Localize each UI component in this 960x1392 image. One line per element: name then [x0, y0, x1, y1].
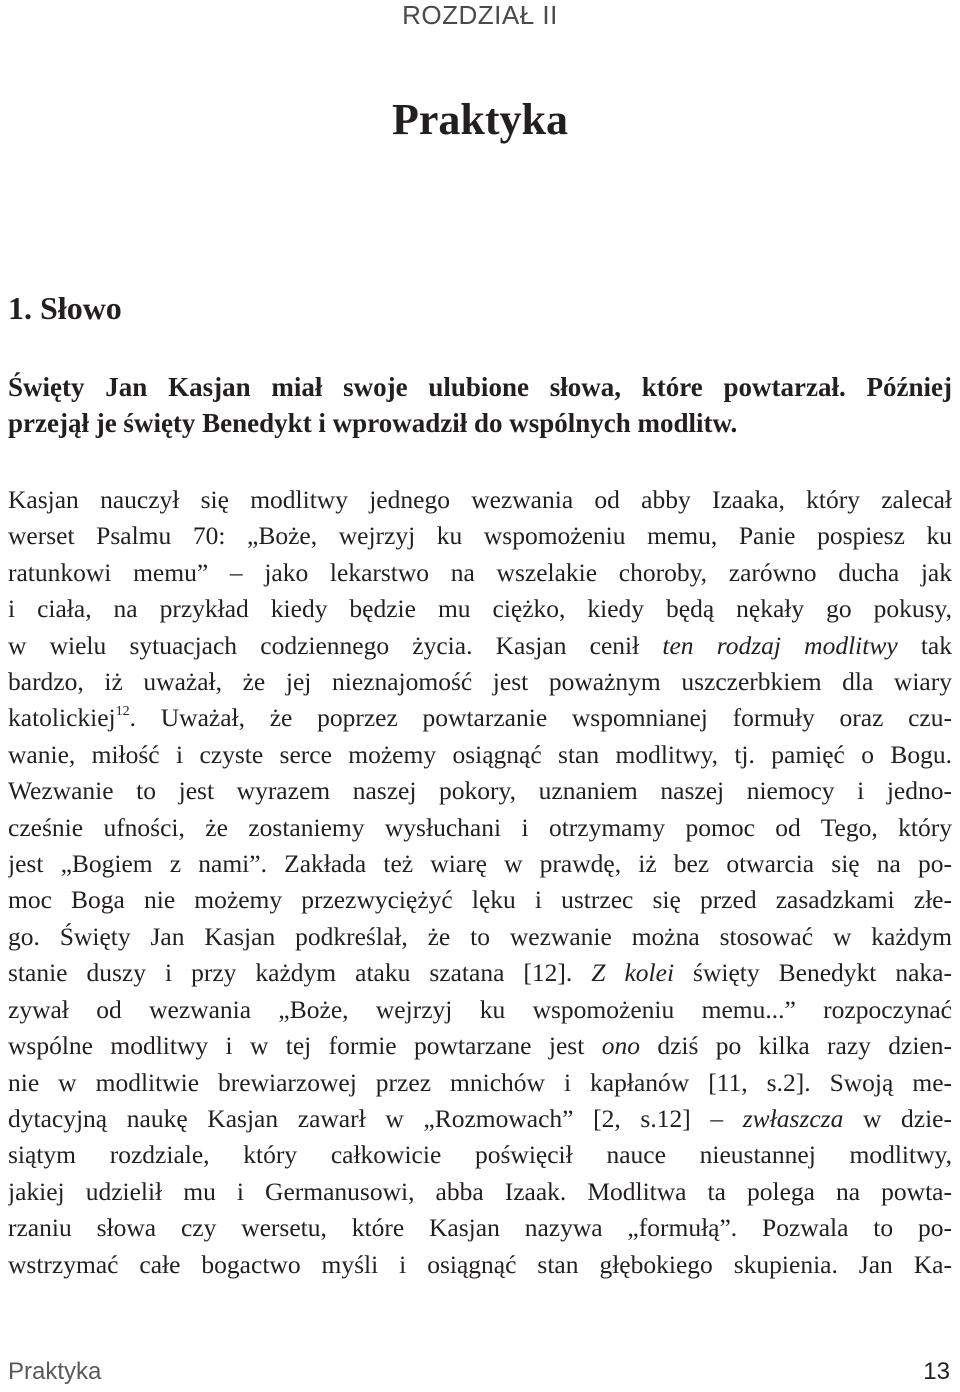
text-run: w dzie- [843, 1103, 952, 1133]
body-line: siątym rozdziale, który całkowicie poświęcił nauce nieustannej modlitwy, [8, 1140, 952, 1170]
emphasis-phrase: zwłaszcza [742, 1103, 844, 1133]
section-heading: 1. Słowo [8, 290, 122, 326]
body-line [8, 628, 952, 664]
text-run: dziś po kilka razy dzien- [639, 1031, 952, 1061]
text-run: dytacyjną naukę Kasjan zawarł w „Rozmowach” [2, s.12] – [8, 1103, 743, 1133]
emphasis-phrase: ten rodzaj modlitwy [662, 630, 898, 660]
text-run: tak [897, 630, 952, 660]
footnote-reference[interactable]: 12 [115, 704, 130, 720]
body-line: cześnie ufności, że zostaniemy wysłuchani i otrzymamy pomoc od Tego, który [8, 812, 952, 842]
body-line [8, 1028, 952, 1064]
page-number: 13 [923, 1358, 950, 1385]
body-paragraph [8, 482, 952, 1283]
text-run: w wielu sytuacjach codziennego życia. Kasjan cenił [8, 630, 663, 660]
body-line: Kasjan nauczył się modlitwy jednego wezwania od abby Izaaka, który zalecał [8, 485, 952, 514]
emphasis-phrase: Z kolei [591, 958, 675, 988]
lead-line: przejął je święty Benedykt i wprowadził do wspólnych modlitw. [8, 408, 738, 438]
body-line: bardzo, iż uważał, że jej nieznajomość jest poważnym uszczerbkiem dla wiary [8, 667, 952, 697]
body-line: moc Boga nie możemy przezwyciężyć lęku i ustrzec się przed zasadzkami złe- [8, 885, 952, 915]
body-line: go. Święty Jan Kasjan podkreślał, że to wezwanie można stosować w każdym [8, 921, 952, 951]
chapter-title: Praktyka [392, 95, 568, 144]
text-run: stanie duszy i przy każdym ataku szatana [12]. [8, 958, 592, 988]
body-line: zywał od wezwania „Boże, wejrzyj ku wspomożeniu memu...” rozpoczynać [8, 994, 952, 1024]
text-run: wspólne modlitwy i w tej formie powtarzane jest [8, 1031, 602, 1061]
lead-line: Święty Jan Kasjan miał swoje ulubione słowa, które powtarzał. Później [8, 372, 952, 402]
body-line [8, 700, 952, 736]
body-line [8, 955, 952, 991]
body-line [8, 1101, 952, 1137]
text-run: . Uważał, że poprzez powtarzanie wspomnianej formuły oraz czu- [129, 703, 952, 733]
body-line: werset Psalmu 70: „Boże, wejrzyj ku wspomożeniu memu, Panie pospiesz ku [8, 521, 952, 551]
body-line: ratunkowi memu” – jako lekarstwo na wszelakie choroby, zarówno ducha jak [8, 557, 952, 587]
body-line: jest „Bogiem z nami”. Zakłada też wiarę w prawdę, iż bez otwarcia się na po- [8, 849, 952, 879]
chapter-label: ROZDZIAŁ II [402, 0, 558, 30]
emphasis-phrase: ono [601, 1031, 640, 1061]
body-line: i ciała, na przykład kiedy będzie mu ciężko, kiedy będą nękały go pokusy, [8, 594, 952, 624]
body-line: Wezwanie to jest wyrazem naszej pokory, uznaniem naszej niemocy i jedno- [8, 776, 952, 806]
text-run: katolickiej [8, 703, 116, 733]
body-line: jakiej udzielił mu i Germanusowi, abba Izaak. Modlitwa ta polega na powta- [8, 1176, 952, 1206]
body-line: nie w modlitwie brewiarzowej przez mnichów i kapłanów [11, s.2]. Swoją me- [8, 1067, 952, 1097]
body-line: wstrzymać całe bogactwo myśli i osiągnąć stan głębokiego skupienia. Jan Ka- [8, 1249, 952, 1279]
text-run: święty Benedykt naka- [674, 958, 952, 988]
body-line: wanie, miłość i czyste serce możemy osiągnąć stan modlitwy, tj. pamięć o Bogu. [8, 739, 952, 769]
running-footer-title: Praktyka [8, 1358, 102, 1385]
lead-paragraph [8, 369, 952, 441]
body-line: rzaniu słowa czy wersetu, które Kasjan nazywa „formułą”. Pozwala to po- [8, 1213, 952, 1243]
